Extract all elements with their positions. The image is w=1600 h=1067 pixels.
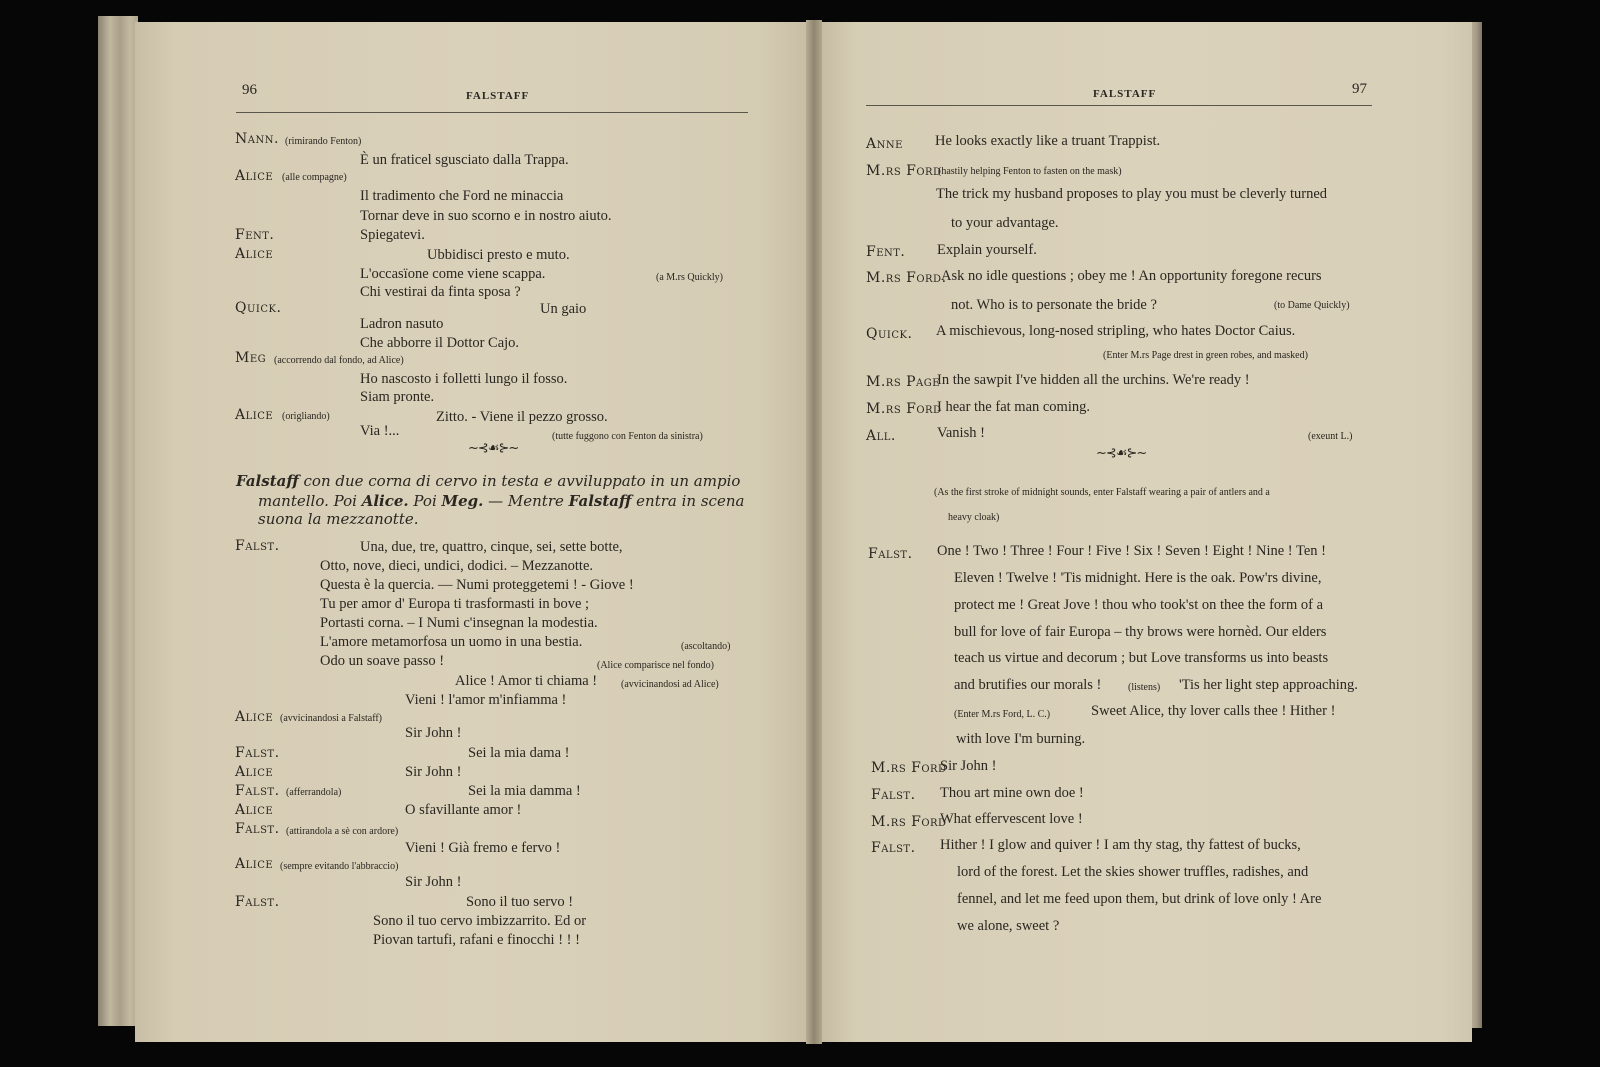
verse-line: Un gaio [540, 301, 587, 317]
speaker: M.rs Ford [871, 760, 947, 776]
left-page-number: 96 [242, 82, 257, 98]
verse-line: Otto, nove, dieci, undici, dodici. – Mezzanotte. [320, 558, 594, 574]
verse-line: Ho nascosto i folletti lungo il fosso. [360, 371, 568, 387]
right-header-rule [866, 105, 1372, 106]
prose-line: The trick my husband proposes to play you must be cleverly turned [936, 186, 1328, 202]
prose-line: Thou art mine own doe ! [940, 785, 1084, 801]
scene-heading-text: con due corna di cervo in testa e avviluppato in un ampio [298, 472, 741, 490]
stage-direction: (sempre evitando l'abbraccio) [280, 861, 399, 872]
speaker: Fent. [235, 227, 275, 243]
stage-direction: (attirandola a sè con ardore) [286, 826, 399, 837]
verse-line: Chi vestirai da finta sposa ? [360, 284, 521, 300]
stage-direction: (alle compagne) [282, 172, 347, 183]
verse-line: Vieni ! Già fremo e fervo ! [405, 840, 561, 856]
prose-line: protect me ! Great Jove ! thou who took'st on thee the form of a [954, 597, 1324, 613]
speaker: Quick. [235, 300, 282, 316]
prose-line: Vanish ! [937, 425, 985, 441]
speaker: Alice [235, 709, 274, 725]
verse-line: Il tradimento che Ford ne minaccia [360, 188, 564, 204]
verse-line: Tu per amor d' Europa ti trasformasti in bove ; [320, 596, 590, 612]
speaker: Nann. [235, 131, 279, 147]
speaker: Alice [235, 168, 274, 184]
stage-direction: (listens) [1128, 682, 1161, 693]
speaker: Falst. [868, 546, 913, 562]
stage-direction: (origliando) [282, 411, 330, 422]
prose-line: Hither ! I glow and quiver ! I am thy stag, thy fattest of bucks, [940, 837, 1301, 853]
speaker: M.rs Page [866, 374, 941, 390]
speaker: M.rs Ford [871, 814, 947, 830]
scene-heading [258, 492, 744, 510]
verse-line: Sir John ! [405, 874, 462, 890]
stage-direction: (hastily helping Fenton to fasten on the mask) [938, 166, 1122, 177]
verse-line: L'occasïone come viene scappa. [360, 266, 546, 282]
verse-line: Portasti corna. – I Numi c'insegnan la modestia. [320, 615, 598, 631]
scene-heading-name: Meg. [441, 492, 484, 510]
scene-heading-text: mantello. Poi [258, 492, 362, 510]
verse-line: Sir John ! [405, 764, 462, 780]
verse-line: Che abborre il Dottor Cajo. [360, 335, 520, 351]
speaker: All. [866, 428, 896, 444]
scene-heading-name: Alice. [361, 492, 409, 510]
scene-heading-text: — Mentre [483, 492, 569, 510]
speaker: Falst. [871, 840, 916, 856]
prose-line: One ! Two ! Three ! Four ! Five ! Six ! Seven ! Eight ! Nine ! Ten ! [937, 543, 1326, 559]
stage-direction: (avvicinandosi ad Alice) [621, 679, 719, 690]
scene-heading-text: Poi [408, 492, 442, 510]
prose-line: to your advantage. [951, 215, 1059, 231]
stage-direction: (to Dame Quickly) [1274, 300, 1350, 311]
speaker: Falst. [235, 538, 280, 554]
speaker: Falst. [235, 894, 280, 910]
stage-direction: (a M.rs Quickly) [656, 272, 723, 283]
stage-direction: (Alice comparisce nel fondo) [597, 660, 714, 671]
prose-line: with love I'm burning. [956, 731, 1086, 747]
left-header-rule [236, 112, 748, 113]
prose-line: and brutifies our morals ! [954, 677, 1102, 693]
verse-line: Alice ! Amor ti chiama ! [455, 673, 598, 689]
ornament-divider: ~⊰☙⊱~ [468, 441, 519, 456]
right-running-head: FALSTAFF [1093, 88, 1157, 100]
verse-line: Questa è la quercia. — Numi proteggetemi ! - Giove ! [320, 577, 634, 593]
stage-direction: (accorrendo dal fondo, ad Alice) [274, 355, 404, 366]
prose-line: 'Tis her light step approaching. [1179, 677, 1358, 693]
speaker: M.rs Ford. [866, 270, 947, 286]
stage-direction: (rimirando Fenton) [285, 136, 362, 147]
verse-line: L'amore metamorfosa un uomo in una bestia. [320, 634, 583, 650]
prose-line: teach us virtue and decorum ; but Love transforms us into beasts [954, 650, 1329, 666]
verse-line: Vieni ! l'amor m'infiamma ! [405, 692, 567, 708]
verse-line: Piovan tartufi, rafani e finocchi ! ! ! [373, 932, 580, 948]
scene-heading [258, 510, 419, 528]
speaker: Quick. [866, 326, 913, 342]
speaker: Falst. [235, 821, 280, 837]
speaker: M.rs Ford [866, 163, 942, 179]
verse-line: È un fraticel sgusciato dalla Trappa. [360, 152, 569, 168]
prose-line: I hear the fat man coming. [937, 399, 1090, 415]
speaker: Falst. [871, 787, 916, 803]
prose-line: He looks exactly like a truant Trappist. [935, 133, 1161, 149]
scene-heading-name: Falstaff [236, 472, 299, 490]
speaker: Alice [235, 246, 274, 262]
scene-heading-text: entra in scena [631, 492, 745, 510]
verse-line: Odo un soave passo ! [320, 653, 445, 669]
prose-line: Ask no idle questions ; obey me ! An opportunity foregone recurs [941, 268, 1322, 284]
stage-direction: (ascoltando) [681, 641, 731, 652]
scene-heading-name: Falstaff [568, 492, 632, 510]
prose-line: What effervescent love ! [940, 811, 1083, 827]
prose-line: Sir John ! [940, 758, 997, 774]
prose-line: fennel, and let me feed upon them, but drink of love only ! Are [957, 891, 1322, 907]
scene-heading [236, 472, 740, 490]
verse-line: Sei la mia dama ! [468, 745, 570, 761]
scene-heading-text: suona la mezzanotte. [258, 510, 419, 528]
prose-line: A mischievous, long-nosed stripling, who hates Doctor Caius. [936, 323, 1296, 339]
prose-line: bull for love of fair Europa – thy brows were hornèd. Our elders [954, 624, 1327, 640]
stage-direction: (tutte fuggono con Fenton da sinistra) [552, 431, 703, 442]
prose-line: In the sawpit I've hidden all the urchins. We're ready ! [937, 372, 1250, 388]
stage-direction: (avvicinandosi a Falstaff) [280, 713, 383, 724]
verse-line: Sir John ! [405, 725, 462, 741]
speaker: Meg [235, 350, 267, 366]
left-running-head: FALSTAFF [466, 90, 530, 102]
stage-direction: heavy cloak) [948, 512, 1000, 523]
verse-line: Via !... [360, 423, 400, 439]
stage-direction: (Enter M.rs Ford, L. C.) [954, 709, 1051, 720]
verse-line: O sfavillante amor ! [405, 802, 522, 818]
stage-direction: (As the first stroke of midnight sounds, enter Falstaff wearing a pair of antlers and a [934, 487, 1270, 498]
verse-line: Zitto. - Viene il pezzo grosso. [436, 409, 608, 425]
prose-line: lord of the forest. Let the skies shower truffles, radishes, and [957, 864, 1309, 880]
verse-line: Ladron nasuto [360, 316, 444, 332]
prose-line: we alone, sweet ? [957, 918, 1060, 934]
speaker: Alice [235, 802, 274, 818]
speaker: Alice [235, 856, 274, 872]
prose-line: Eleven ! Twelve ! 'Tis midnight. Here is the oak. Pow'rs divine, [954, 570, 1322, 586]
prose-line: Sweet Alice, thy lover calls thee ! Hither ! [1091, 703, 1336, 719]
stage-direction: (Enter M.rs Page drest in green robes, and masked) [1103, 350, 1308, 361]
speaker: Alice [235, 407, 274, 423]
prose-line: Explain yourself. [937, 242, 1037, 258]
speaker: M.rs Ford [866, 401, 942, 417]
stage-direction: (afferrandola) [286, 787, 342, 798]
verse-line: Una, due, tre, quattro, cinque, sei, sette botte, [360, 539, 623, 555]
left-page-edges [98, 16, 138, 1026]
right-page-number: 97 [1352, 81, 1367, 97]
speaker: Falst. [235, 745, 280, 761]
prose-line: not. Who is to personate the bride ? [951, 297, 1157, 313]
verse-line: Tornar deve in suo scorno e in nostro aiuto. [360, 208, 612, 224]
verse-line: Spiegatevi. [360, 227, 425, 243]
verse-line: Siam pronte. [360, 389, 435, 405]
stage-direction: (exeunt L.) [1308, 431, 1353, 442]
book-gutter [806, 20, 822, 1044]
ornament-divider: ~⊰☙⊱~ [1096, 446, 1147, 461]
speaker: Alice [235, 764, 274, 780]
verse-line: Ubbidisci presto e muto. [427, 247, 570, 263]
speaker: Anne [866, 136, 903, 152]
speaker: Fent. [866, 244, 906, 260]
verse-line: Sono il tuo servo ! [466, 894, 574, 910]
verse-line: Sei la mia damma ! [468, 783, 581, 799]
speaker: Falst. [235, 783, 280, 799]
verse-line: Sono il tuo cervo imbizzarrito. Ed or [373, 913, 587, 929]
